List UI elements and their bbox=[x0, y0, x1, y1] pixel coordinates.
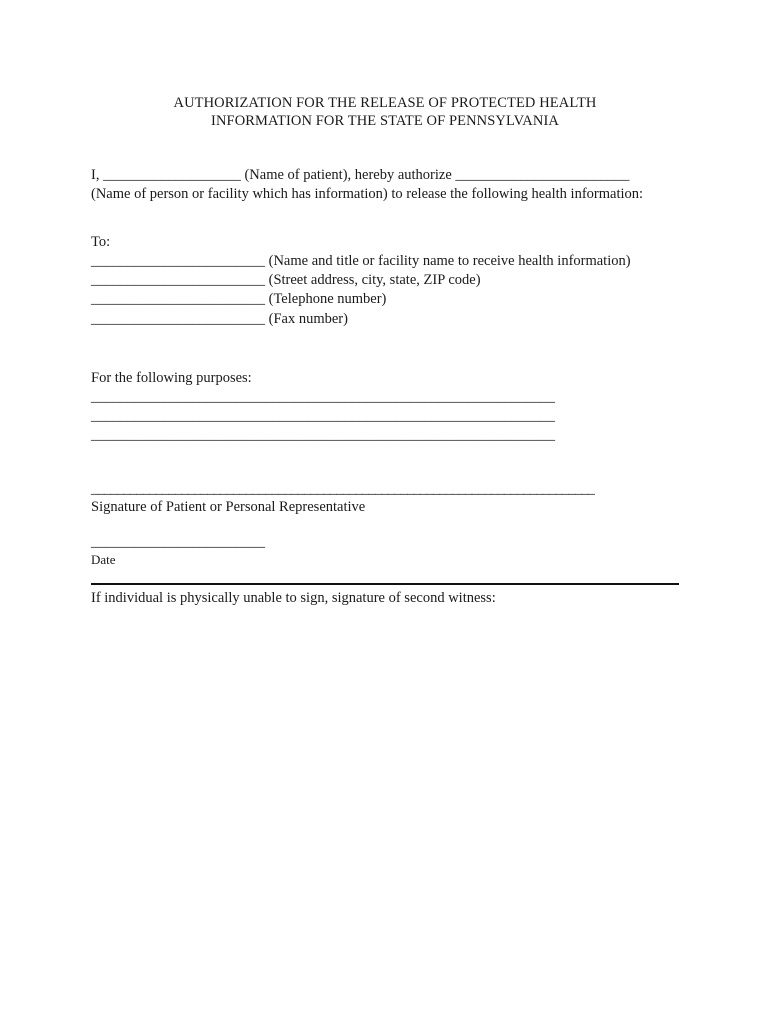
witness-label: If individual is physically unable to sign, signature of second witness: bbox=[91, 590, 496, 606]
purpose-line-3: ________________________________________________________________ bbox=[91, 427, 555, 443]
document-title-line-1: AUTHORIZATION FOR THE RELEASE OF PROTECTED HEALTH bbox=[173, 95, 597, 111]
signature-label: Signature of Patient or Personal Representative bbox=[91, 499, 366, 515]
purpose-line-2: ________________________________________________________________ bbox=[91, 408, 555, 424]
intro-line-2: (Name of person or facility which has information) to release the following health information: bbox=[91, 186, 644, 202]
recipient-phone-field: ________________________ (Telephone number) bbox=[91, 291, 387, 307]
signature-line: ______________________________________________________________________________ bbox=[91, 481, 595, 497]
section-divider bbox=[91, 583, 679, 585]
intro-line-1: I, ___________________ (Name of patient), hereby authorize ________________________ bbox=[91, 167, 630, 183]
recipient-address-field: ________________________ (Street address, city, state, ZIP code) bbox=[91, 272, 481, 288]
recipient-name-field: ________________________ (Name and title or facility name to receive health information) bbox=[91, 253, 631, 269]
to-label: To: bbox=[91, 234, 111, 250]
date-label: Date bbox=[91, 552, 116, 567]
document-title-line-2: INFORMATION FOR THE STATE OF PENNSYLVANIA bbox=[211, 113, 559, 129]
purpose-line-1: ________________________________________________________________ bbox=[91, 389, 555, 405]
purposes-label: For the following purposes: bbox=[91, 370, 252, 386]
recipient-fax-field: ________________________ (Fax number) bbox=[91, 311, 348, 327]
date-line: ________________________ bbox=[91, 534, 265, 550]
